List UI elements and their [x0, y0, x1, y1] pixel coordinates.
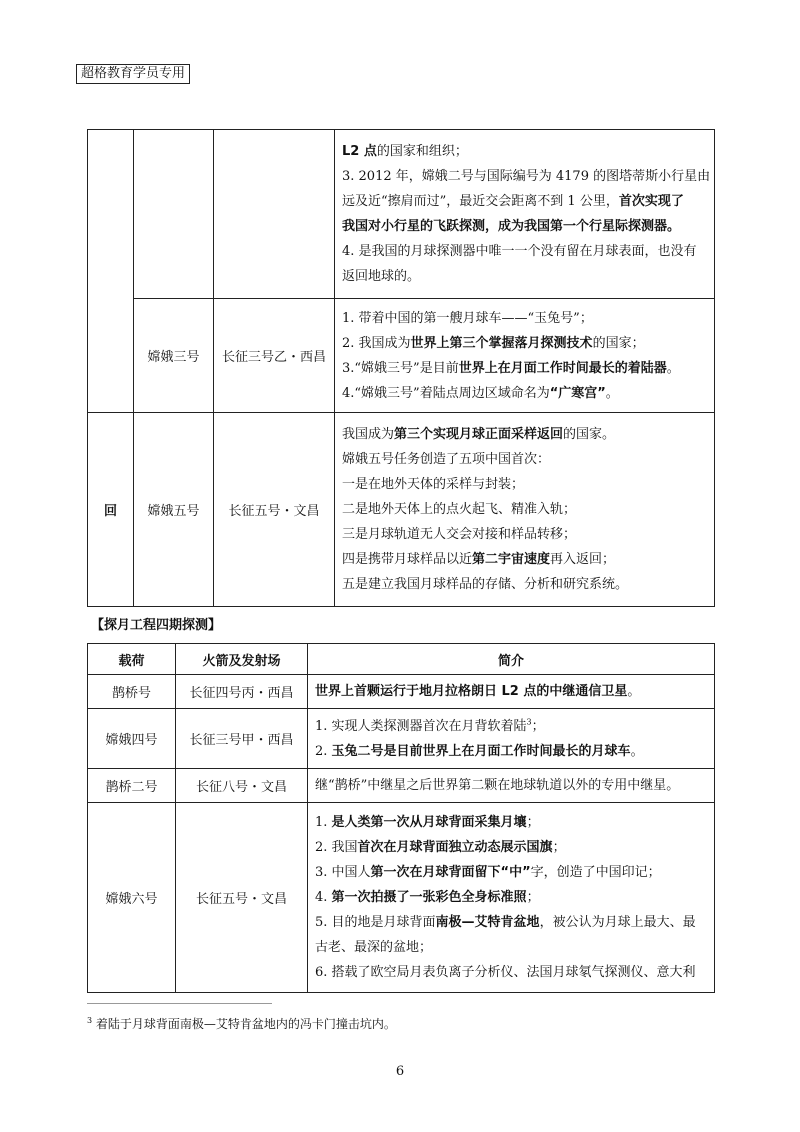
text-line — [342, 331, 707, 356]
header-label: 超格教育学员专用 — [76, 64, 190, 84]
text-segment: 首次在月球背面独立动态展示国旗 — [357, 840, 553, 855]
text-segment: 远及近“擦肩而过”，最近交会距离不到 1 公里， — [342, 194, 619, 209]
text-segment: 2. 我国成为 — [342, 335, 411, 351]
text-line — [342, 422, 707, 447]
text-line — [342, 214, 707, 239]
text-line — [342, 306, 707, 331]
text-line — [315, 679, 707, 704]
text-line — [315, 960, 707, 985]
probe-cell: 嫦娥四号 — [88, 709, 176, 769]
description-cell — [308, 769, 715, 803]
footnote-mark: 3 — [87, 1016, 93, 1025]
text-segment: 。 — [627, 684, 641, 699]
text-segment: 世界上在月面工作时间最长的着陆器 — [458, 360, 667, 376]
text-segment: 3. 2012 年，嫦娥二号与国际编号为 4179 的图塔蒂斯小行星由 — [342, 169, 711, 184]
description-cell — [335, 130, 715, 299]
text-line — [342, 264, 707, 289]
text-segment: 古老、最深的盆地； — [315, 940, 433, 955]
text-segment: 的国家和组织； — [376, 144, 468, 159]
text-segment: L2 点 — [342, 144, 377, 159]
text-segment: 第一次在月球背面留下“中” — [370, 865, 531, 880]
text-line — [315, 835, 707, 860]
text-segment: 。 — [630, 743, 644, 759]
text-segment: ； — [526, 815, 540, 830]
text-segment: 1. — [315, 815, 332, 830]
text-line — [342, 239, 707, 264]
text-line — [342, 447, 707, 472]
text-segment: 五是建立我国月球样品的存储、分析和研究系统。 — [342, 577, 629, 592]
text-segment: 三是月球轨道无人交会对接和样品转移； — [342, 527, 577, 542]
phase-cell — [88, 130, 134, 413]
table-row — [88, 299, 715, 413]
text-line — [315, 935, 707, 960]
rocket-cell: 长征三号甲・西昌 — [176, 709, 308, 769]
probe-cell: 嫦娥五号 — [134, 413, 214, 607]
footnote-divider — [87, 1003, 272, 1004]
text-segment: 3. 中国人 — [315, 865, 371, 880]
text-segment: 4.“嫦娥三号”着陆点周边区域命名为 — [342, 385, 550, 401]
text-line — [342, 189, 707, 214]
column-header: 简介 — [308, 644, 715, 675]
text-line — [315, 714, 707, 739]
description-cell — [308, 709, 715, 769]
table-row — [88, 130, 715, 299]
text-segment: 世界上第三个掌握落月探测技术 — [410, 335, 593, 351]
text-line — [315, 885, 707, 910]
table-chang-e-phase4 — [87, 643, 715, 993]
text-segment: 嫦娥五号任务创造了五项中国首次： — [342, 452, 551, 467]
text-line — [315, 860, 707, 885]
probe-cell: 鹊桥号 — [88, 675, 176, 709]
text-line — [342, 356, 707, 381]
text-line — [315, 910, 707, 935]
section-title: 【探月工程四期探测】 — [91, 618, 222, 633]
table-row — [88, 769, 715, 803]
text-segment: ，被公认为月球上最大、最 — [539, 915, 696, 930]
footnote-ref: 3 — [526, 717, 532, 727]
table-row — [88, 675, 715, 709]
text-line — [342, 547, 707, 572]
text-line — [342, 572, 707, 597]
text-segment: ； — [531, 718, 545, 734]
text-segment: 。 — [605, 385, 619, 401]
text-segment: 2. 我国 — [315, 840, 358, 855]
description-cell — [335, 299, 715, 413]
text-segment: 我国对小行星的飞跃探测，成为我国第一个行星际探测器。 — [342, 219, 681, 234]
rocket-cell: 长征四号丙・西昌 — [176, 675, 308, 709]
probe-cell: 鹊桥二号 — [88, 769, 176, 803]
text-segment: 一是在地外天体的采样与封装； — [342, 477, 525, 492]
description-cell — [335, 413, 715, 607]
text-segment: 二是地外天体上的点火起飞、精准入轨； — [342, 502, 577, 517]
table-header-row — [88, 644, 715, 675]
text-segment: 4. — [315, 890, 332, 905]
text-segment: 返回地球的。 — [342, 269, 421, 284]
text-segment: 第一次拍摄了一张彩色全身标准照 — [331, 890, 527, 905]
text-segment: 1. 带着中国的第一艘月球车——“玉兔号”； — [342, 310, 593, 326]
text-segment: 第二宇宙速度 — [472, 552, 551, 567]
text-line — [342, 472, 707, 497]
text-line — [342, 164, 711, 189]
text-segment: 四是携带月球样品以近 — [342, 552, 473, 567]
text-segment: “广寒宫” — [549, 385, 606, 401]
probe-cell: 嫦娥六号 — [88, 803, 176, 993]
text-segment: 再入返回； — [550, 552, 616, 567]
text-segment: 我国成为 — [342, 427, 395, 442]
text-segment: 首次实现了 — [618, 194, 684, 209]
table-row — [88, 413, 715, 607]
text-segment: 。 — [666, 360, 680, 376]
table-row — [88, 709, 715, 769]
text-segment: ； — [552, 840, 566, 855]
table-chang-e-phase3 — [87, 129, 715, 607]
rocket-cell: 长征三号乙・西昌 — [214, 299, 335, 413]
rocket-cell — [214, 130, 335, 299]
text-segment: 字，创造了中国印记； — [530, 865, 661, 880]
text-segment: 世界上首颗运行于地月拉格朗日 L2 点的中继通信卫星 — [315, 684, 628, 699]
description-cell — [308, 803, 715, 993]
text-segment: 玉兔二号是目前世界上在月面工作时间最长的月球车 — [331, 743, 631, 759]
description-cell — [308, 675, 715, 709]
text-line — [315, 773, 707, 798]
rocket-cell: 长征八号・文昌 — [176, 769, 308, 803]
column-header: 载荷 — [88, 644, 176, 675]
text-segment: 的国家。 — [563, 427, 616, 442]
text-segment: 5. 目的地是月球背面 — [315, 915, 436, 930]
text-segment: 的国家； — [592, 335, 645, 351]
text-segment: 1. 实现人类探测器首次在月背软着陆 — [315, 718, 527, 734]
text-segment: 3.“嫦娥三号”是目前 — [342, 360, 459, 376]
text-segment: 6. 搭载了欧空局月表负离子分析仪、法国月球氡气探测仪、意大利 — [315, 965, 696, 980]
text-segment: 是人类第一次从月球背面采集月壤 — [331, 815, 527, 830]
column-header: 火箭及发射场 — [176, 644, 308, 675]
text-segment: 继“鹊桥”中继星之后世界第二颗在地球轨道以外的专用中继星。 — [315, 778, 680, 793]
text-line — [315, 810, 707, 835]
text-line — [342, 139, 707, 164]
probe-cell — [134, 130, 214, 299]
text-line — [315, 739, 707, 764]
text-segment: 2. — [315, 743, 332, 759]
text-line — [342, 497, 707, 522]
text-segment: 4. 是我国的月球探测器中唯一一个没有留在月球表面，也没有 — [342, 244, 697, 259]
rocket-cell: 长征五号・文昌 — [214, 413, 335, 607]
text-line — [342, 381, 707, 406]
phase-cell: 回 — [88, 413, 134, 607]
page-number: 6 — [395, 1064, 405, 1079]
probe-cell: 嫦娥三号 — [134, 299, 214, 413]
footnote — [87, 1015, 396, 1032]
table-row — [88, 803, 715, 993]
footnote-text: 着陆于月球背面南极—艾特肯盆地内的冯卡门撞击坑内。 — [95, 1017, 396, 1031]
text-segment: ； — [526, 890, 540, 905]
rocket-cell: 长征五号・文昌 — [176, 803, 308, 993]
text-segment: 第三个实现月球正面采样返回 — [394, 427, 564, 442]
text-segment: 南极—艾特肯盆地 — [435, 915, 540, 930]
text-line — [342, 522, 707, 547]
